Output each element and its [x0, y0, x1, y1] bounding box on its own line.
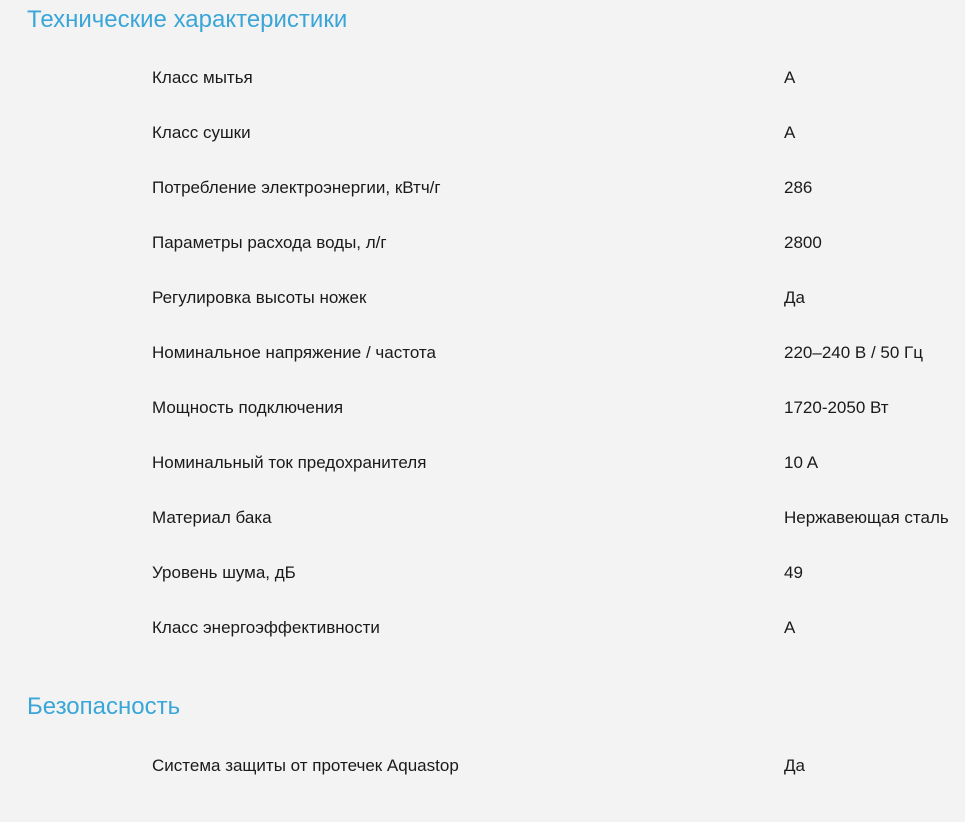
spec-row-energy-consumption	[152, 178, 965, 233]
spec-row-drying-class	[152, 123, 965, 178]
spec-list-technical	[152, 68, 965, 673]
spec-value: A	[784, 123, 796, 142]
spec-row-tank-material	[152, 508, 965, 563]
spec-value: 49	[784, 563, 803, 582]
spec-value: 10 A	[784, 453, 819, 472]
spec-value: 2800	[784, 233, 822, 252]
spec-row-fuse-current	[152, 453, 965, 508]
spec-label: Номинальное напряжение / частота	[152, 343, 436, 362]
spec-label: Система защиты от протечек Aquastop	[152, 756, 459, 775]
spec-value: Нержавеющая сталь	[784, 508, 949, 527]
spec-value: Да	[784, 756, 805, 775]
spec-value: 220–240 В / 50 Гц	[784, 343, 923, 362]
spec-value: A	[784, 68, 796, 87]
spec-list-safety	[152, 756, 965, 811]
spec-label: Номинальный ток предохранителя	[152, 453, 427, 472]
spec-label: Регулировка высоты ножек	[152, 288, 367, 307]
section-title-safety: Безопасность	[27, 693, 181, 720]
spec-label: Класс сушки	[152, 123, 251, 142]
spec-row-washing-class	[152, 68, 965, 123]
spec-row-aquastop	[152, 756, 965, 811]
spec-label: Класс энергоэффективности	[152, 618, 380, 637]
section-title-technical: Технические характеристики	[27, 6, 348, 33]
spec-value: 286	[784, 178, 813, 197]
spec-value: 1720-2050 Вт	[784, 398, 889, 417]
spec-label: Класс мытья	[152, 68, 253, 87]
spec-row-noise-level	[152, 563, 965, 618]
spec-label: Мощность подключения	[152, 398, 344, 417]
spec-label: Материал бака	[152, 508, 272, 527]
spec-label: Потребление электроэнергии, кВтч/г	[152, 178, 441, 197]
spec-row-connected-power	[152, 398, 965, 453]
spec-row-voltage-frequency	[152, 343, 965, 398]
spec-row-water-consumption	[152, 233, 965, 288]
spec-row-energy-class	[152, 618, 965, 673]
spec-label: Уровень шума, дБ	[152, 563, 296, 582]
spec-value: Да	[784, 288, 805, 307]
spec-row-leg-height-adjustment	[152, 288, 965, 343]
spec-label: Параметры расхода воды, л/г	[152, 233, 387, 252]
spec-value: A	[784, 618, 796, 637]
